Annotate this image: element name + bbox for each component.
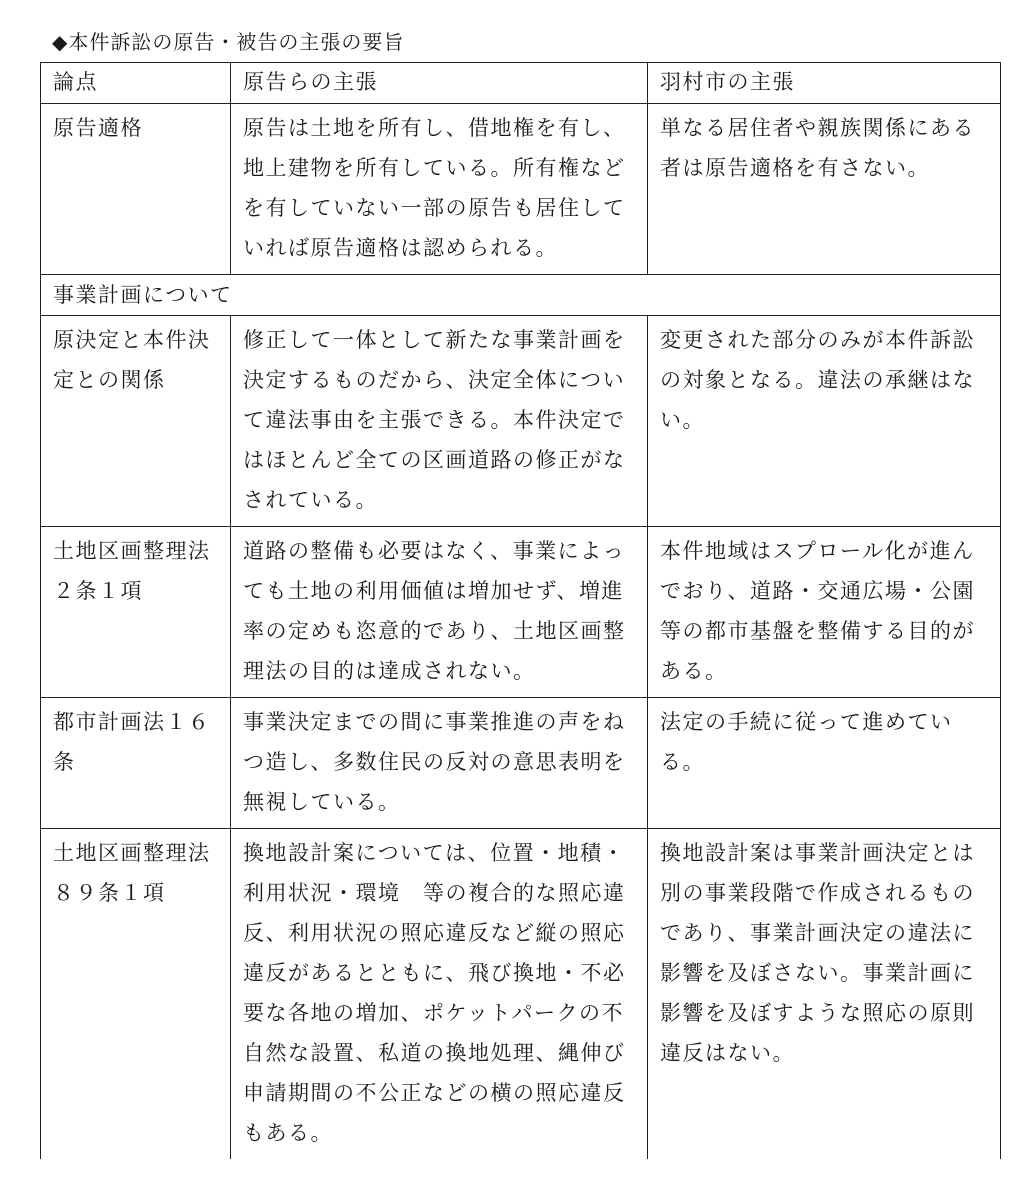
- table-header-row: [41, 63, 1001, 104]
- city-claim-cell: 変更された部分のみが本件訴訟の対象となる。違法の承継はない。: [648, 316, 1001, 527]
- table-row: [41, 527, 1001, 698]
- city-claim-cell: 法定の手続に従って進めている。: [648, 698, 1001, 829]
- city-claim-cell: 換地設計案は事業計画決定とは別の事業段階で作成されるものであり、事業計画決定の違法に影響を及ぼさない。事業計画に影響を及ぼすような照応の原則違反はない。: [648, 829, 1001, 1160]
- document-title: ◆本件訴訟の原告・被告の主張の要旨: [52, 30, 405, 54]
- table-row: [41, 829, 1001, 1160]
- plaintiff-claim-cell: 換地設計案については、位置・地積・利用状況・環境 等の複合的な照応違反、利用状況の照応違反など縦の照応違反があるとともに、飛び換地・不必要な各地の増加、ポケットパークの不自然な設置、私道の換地処理、縄伸び申請期間の不公正などの横の照応違反もある。: [231, 829, 648, 1160]
- plaintiff-claim-cell: 原告は土地を所有し、借地権を有し、地上建物を所有している。所有権などを有していない一部の原告も居住していれば原告適格は認められる。: [231, 104, 648, 275]
- plaintiff-claim-cell: 事業決定までの間に事業推進の声をねつ造し、多数住民の反対の意思表明を無視している。: [231, 698, 648, 829]
- claims-table: [40, 62, 1001, 1159]
- plaintiff-claim-cell: 道路の整備も必要はなく、事業によっても土地の利用価値は増加せず、増進率の定めも恣意的であり、土地区画整理法の目的は達成されない。: [231, 527, 648, 698]
- issue-cell: 都市計画法１６条: [41, 698, 231, 829]
- issue-cell: 原告適格: [41, 104, 231, 275]
- issue-cell: 土地区画整理法２条１項: [41, 527, 231, 698]
- city-claim-cell: 単なる居住者や親族関係にある者は原告適格を有さない。: [648, 104, 1001, 275]
- table-row: [41, 104, 1001, 275]
- issue-cell: 土地区画整理法８９条１項: [41, 829, 231, 1160]
- city-claim-cell: 本件地域はスプロール化が進んでおり、道路・交通広場・公園等の都市基盤を整備する目的がある。: [648, 527, 1001, 698]
- section-row: [41, 275, 1001, 316]
- plaintiff-claim-cell: 修正して一体として新たな事業計画を決定するものだから、決定全体について違法事由を主張できる。本件決定ではほとんど全ての区画道路の修正がなされている。: [231, 316, 648, 527]
- section-label: 事業計画について: [41, 275, 1001, 316]
- header-issue: 論点: [41, 63, 231, 104]
- table-row: [41, 316, 1001, 527]
- table-row: [41, 698, 1001, 829]
- header-city-claims: 羽村市の主張: [648, 63, 1001, 104]
- header-plaintiff-claims: 原告らの主張: [231, 63, 648, 104]
- issue-cell: 原決定と本件決定との関係: [41, 316, 231, 527]
